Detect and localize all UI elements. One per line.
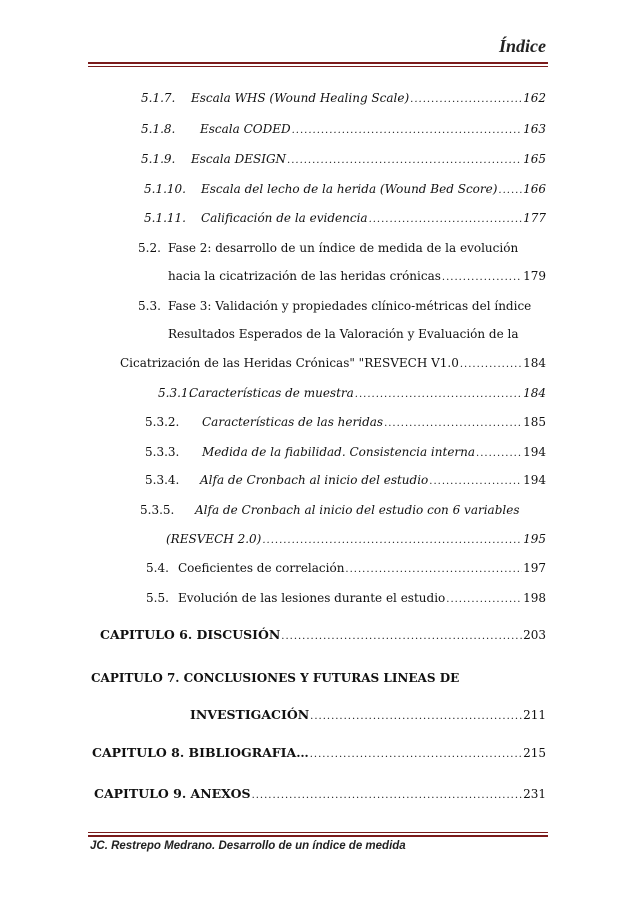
- toc-entry-text: Características de muestra: [189, 386, 354, 400]
- toc-entry-text: (RESVECH 2.0): [166, 532, 262, 546]
- toc-entry-number: 5.1.10.: [144, 182, 186, 196]
- toc-entry-number: 5.1.11.: [144, 211, 186, 225]
- toc-entry-5-3-2[interactable]: [145, 414, 546, 432]
- toc-entry-page: 166: [523, 182, 546, 196]
- toc-entry-5-3-5-line1[interactable]: [140, 502, 519, 518]
- toc-entry-page: 194: [523, 473, 546, 487]
- toc-entry-text-line1: Fase 3: Validación y propiedades clínico-métricas del índice: [168, 299, 532, 313]
- dot-leader: [369, 212, 523, 228]
- toc-entry-page: 163: [523, 122, 546, 136]
- toc-entry-page: 231: [523, 787, 546, 801]
- toc-entry-capitulo-9[interactable]: [94, 786, 546, 804]
- toc-entry-text: Calificación de la evidencia: [201, 211, 368, 225]
- toc-entry-text: Escala DESIGN: [191, 152, 287, 166]
- toc-entry-number: 5.3.4.: [145, 473, 180, 487]
- page-header-title: Índice: [499, 36, 546, 56]
- dot-leader: [310, 709, 522, 725]
- dot-leader: [281, 629, 522, 645]
- toc-entry-text: CAPITULO 8. BIBLIOGRAFIA…: [92, 745, 309, 760]
- toc-entry-text: Características de las heridas: [202, 415, 384, 429]
- toc-entry-text-line1: Fase 2: desarrollo de un índice de medida de la evolución: [168, 241, 519, 255]
- dot-leader: [446, 592, 522, 608]
- toc-entry-page: 162: [523, 91, 546, 105]
- dot-leader: [429, 474, 522, 490]
- toc-entry-number: 5.3.5.: [140, 503, 175, 517]
- dot-leader: [345, 562, 522, 578]
- toc-entry-number: 5.3.: [138, 299, 161, 313]
- toc-entry-5-4[interactable]: [146, 560, 546, 578]
- dot-leader: [292, 123, 522, 139]
- toc-entry-number: 5.1.9.: [141, 152, 176, 166]
- toc-entry-text: Medida de la fiabilidad. Consistencia interna: [202, 445, 476, 459]
- toc-entry-text: INVESTIGACIÓN: [190, 707, 310, 722]
- toc-entry-page: 215: [523, 746, 546, 760]
- toc-entry-5-1-9[interactable]: [141, 151, 546, 169]
- toc-entry-number: 5.5.: [146, 591, 169, 605]
- toc-entry-5-3-1[interactable]: [158, 385, 546, 403]
- toc-entry-text: Escala CODED: [200, 122, 291, 136]
- toc-entry-text: Escala del lecho de la herida (Wound Bed Score): [201, 182, 498, 196]
- toc-entry-5-1-10[interactable]: [144, 181, 546, 199]
- dot-leader: [476, 446, 522, 462]
- toc-entry-text: CAPITULO 9. ANEXOS: [94, 786, 251, 801]
- toc-entry-5-1-7[interactable]: [141, 90, 546, 108]
- header-rule: [88, 62, 548, 64]
- toc-entry-number: 5.3.1.: [158, 386, 193, 400]
- dot-leader: [384, 416, 522, 432]
- dot-leader: [410, 92, 522, 108]
- toc-entry-number: 5.3.2.: [145, 415, 180, 429]
- toc-entry-5-2-line1[interactable]: [138, 240, 518, 256]
- toc-entry-text-line1: Alfa de Cronbach al inicio del estudio con 6 variables: [195, 503, 520, 517]
- toc-entry-page: 185: [523, 415, 546, 429]
- dot-leader: [287, 153, 522, 169]
- toc-entry-page: 197: [523, 561, 546, 575]
- footer-rule: [88, 835, 548, 837]
- toc-entry-text: Escala WHS (Wound Healing Scale): [191, 91, 410, 105]
- toc-entry-page: 211: [523, 708, 546, 722]
- toc-entry-5-3-line2: Resultados Esperados de la Valoración y Evaluación de la: [168, 327, 519, 341]
- toc-entry-5-5[interactable]: [146, 590, 546, 608]
- toc-entry-5-3-3[interactable]: [145, 444, 546, 462]
- toc-entry-page: 194: [523, 445, 546, 459]
- toc-entry-number: 5.1.7.: [141, 91, 176, 105]
- toc-entry-text: Cicatrización de las Heridas Crónicas" "RESVECH V1.0: [120, 356, 459, 370]
- toc-entry-5-3-4[interactable]: [145, 472, 546, 490]
- toc-entry-page: 179: [523, 269, 546, 283]
- toc-entry-number: 5.2.: [138, 241, 161, 255]
- toc-entry-page: 184: [523, 386, 546, 400]
- toc-entry-number: 5.4.: [146, 561, 169, 575]
- toc-entry-5-1-8[interactable]: [141, 121, 546, 139]
- toc-entry-number: 5.3.3.: [145, 445, 180, 459]
- toc-entry-capitulo-7-line1[interactable]: CAPITULO 7. CONCLUSIONES Y FUTURAS LINEAS DE: [91, 671, 460, 685]
- toc-entry-5-3-line1[interactable]: [138, 298, 531, 314]
- dot-leader: [252, 788, 523, 804]
- toc-entry-5-3[interactable]: [120, 355, 546, 373]
- dot-leader: [442, 270, 522, 286]
- toc-entry-5-1-11[interactable]: [144, 210, 546, 228]
- toc-entry-capitulo-8[interactable]: [92, 745, 546, 763]
- toc-entry-page: 165: [523, 152, 546, 166]
- dot-leader: [262, 533, 522, 549]
- toc-entry-5-3-5[interactable]: [166, 531, 546, 549]
- dot-leader: [460, 357, 522, 373]
- toc-entry-text: hacia la cicatrización de las heridas crónicas: [168, 269, 441, 283]
- toc-entry-page: 177: [523, 211, 546, 225]
- toc-entry-capitulo-6[interactable]: [100, 627, 546, 645]
- dot-leader: [355, 387, 522, 403]
- toc-entry-text: Coeficientes de correlación: [178, 561, 345, 575]
- dot-leader: [498, 183, 522, 199]
- toc-entry-5-2[interactable]: [168, 268, 546, 286]
- toc-entry-page: 184: [523, 356, 546, 370]
- toc-entry-number: 5.1.8.: [141, 122, 176, 136]
- toc-entry-capitulo-7[interactable]: [190, 707, 546, 725]
- header-rule-thin: [88, 66, 548, 67]
- toc-entry-text: Alfa de Cronbach al inicio del estudio: [200, 473, 429, 487]
- footer-rule-thin: [88, 832, 548, 833]
- toc-entry-page: 198: [523, 591, 546, 605]
- toc-entry-page: 203: [523, 628, 546, 642]
- toc-entry-page: 195: [523, 532, 546, 546]
- toc-entry-text: CAPITULO 6. DISCUSIÓN: [100, 627, 281, 642]
- toc-entry-text: Evolución de las lesiones durante el estudio: [178, 591, 446, 605]
- page-footer: JC. Restrepo Medrano. Desarrollo de un índice de medida: [90, 840, 406, 852]
- dot-leader: [310, 747, 522, 763]
